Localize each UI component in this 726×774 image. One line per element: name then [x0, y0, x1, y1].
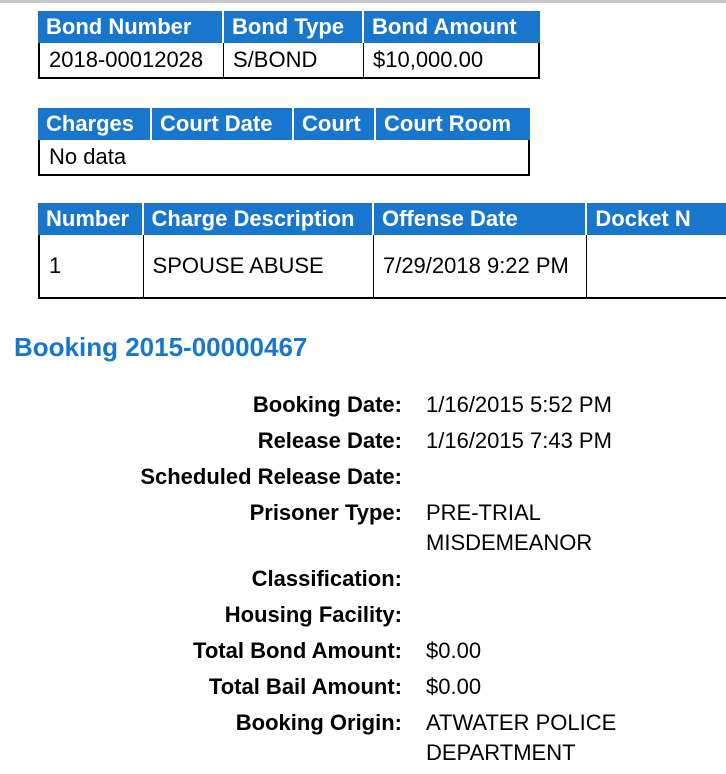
court-table	[38, 108, 530, 176]
charge-number-cell: 1	[38, 235, 144, 299]
booking-details	[0, 390, 726, 774]
bond-number-header: Bond Number	[38, 11, 224, 43]
docket-number-cell	[587, 235, 726, 299]
number-header: Number	[38, 203, 144, 235]
bond-table	[38, 11, 540, 79]
charge-table-header-row	[38, 203, 726, 235]
booking-date-label: Booking Date:	[252, 392, 402, 417]
detail-row-total-bail-amount	[0, 672, 726, 702]
detail-row-total-bond-amount	[0, 636, 726, 666]
scheduled-release-date-label: Scheduled Release Date:	[140, 464, 402, 489]
offense-date-cell: 7/29/2018 9:22 PM	[374, 235, 587, 299]
court-room-header: Court Room	[376, 108, 530, 140]
charge-table	[38, 203, 726, 299]
total-bail-amount-value: $0.00	[426, 674, 482, 699]
detail-row-scheduled-release-date	[0, 462, 726, 492]
classification-label: Classification:	[251, 566, 402, 591]
detail-row-prisoner-type	[0, 498, 726, 558]
release-date-value: 1/16/2015 7:43 PM	[426, 428, 612, 453]
top-divider	[0, 0, 726, 3]
total-bond-amount-value: $0.00	[426, 638, 482, 663]
booking-origin-value: ATWATER POLICE DEPARTMENT	[426, 710, 617, 765]
table-row	[38, 43, 540, 79]
total-bond-amount-label: Total Bond Amount:	[193, 638, 402, 663]
court-header: Court	[294, 108, 376, 140]
detail-row-booking-date	[0, 390, 726, 420]
table-row	[38, 140, 530, 176]
offense-date-header: Offense Date	[374, 203, 587, 235]
release-date-label: Release Date:	[257, 428, 402, 453]
prisoner-type-value: PRE-TRIAL MISDEMEANOR	[426, 500, 593, 555]
booking-origin-label: Booking Origin:	[235, 710, 402, 735]
housing-facility-value	[426, 600, 686, 630]
classification-value	[426, 564, 686, 594]
bond-type-cell: S/BOND	[224, 43, 364, 79]
empty-data-cell: No data	[38, 140, 530, 176]
docket-number-header: Docket N	[587, 203, 726, 235]
bond-amount-cell: $10,000.00	[364, 43, 540, 79]
bond-table-header-row	[38, 11, 540, 43]
detail-row-classification	[0, 564, 726, 594]
detail-row-booking-origin	[0, 708, 726, 768]
bond-number-cell: 2018-00012028	[38, 43, 224, 79]
bond-amount-header: Bond Amount	[364, 11, 540, 43]
charges-header: Charges	[38, 108, 152, 140]
charge-table-scroll[interactable]	[38, 203, 726, 299]
table-row	[38, 235, 726, 299]
prisoner-type-label: Prisoner Type:	[249, 500, 402, 525]
booking-date-value: 1/16/2015 5:52 PM	[426, 392, 612, 417]
total-bail-amount-label: Total Bail Amount:	[208, 674, 402, 699]
charge-description-cell: SPOUSE ABUSE	[144, 235, 374, 299]
bond-type-header: Bond Type	[224, 11, 364, 43]
housing-facility-label: Housing Facility:	[224, 602, 402, 627]
detail-row-housing-facility	[0, 600, 726, 630]
court-table-header-row	[38, 108, 530, 140]
detail-row-release-date	[0, 426, 726, 456]
charge-description-header: Charge Description	[144, 203, 374, 235]
scheduled-release-date-value	[426, 462, 686, 492]
court-date-header: Court Date	[152, 108, 294, 140]
booking-title: Booking 2015-00000467	[14, 332, 308, 362]
